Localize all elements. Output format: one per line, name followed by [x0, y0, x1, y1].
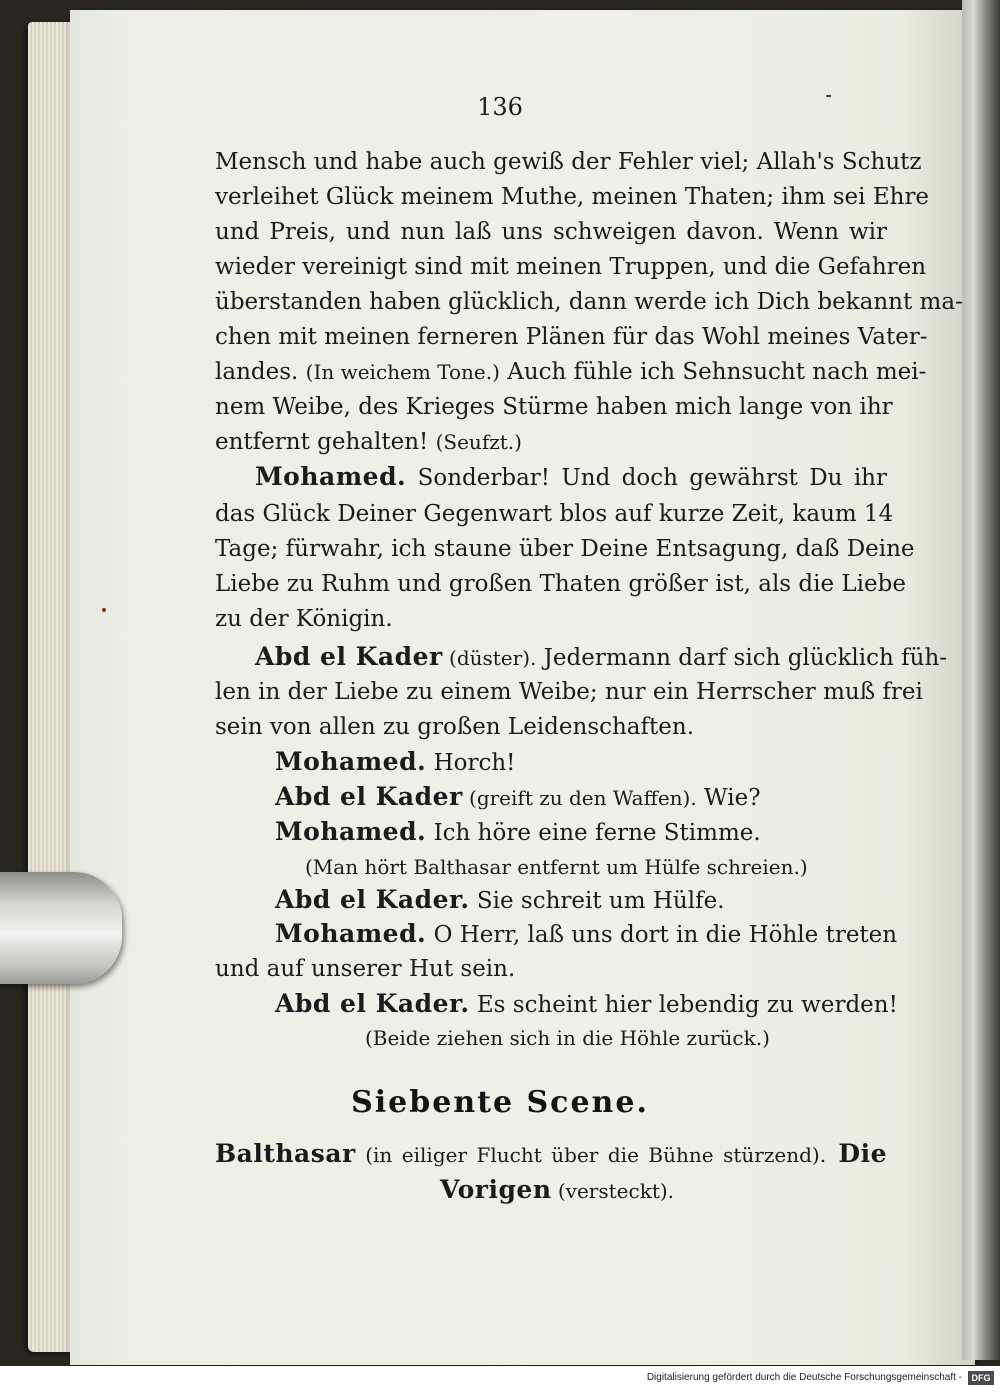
stage-direction: (in eiliger Flucht über die Bühne stürzend). [355, 1143, 827, 1167]
speaker-name: Mohamed. [275, 817, 427, 846]
line-text: Ich höre eine ferne Stimme. [426, 820, 761, 846]
text-line [215, 675, 923, 709]
page-number: 136 [477, 93, 523, 121]
stage-direction: (In weichem Tone.) [305, 360, 500, 384]
line-text: wieder vereinigt sind mit meinen Truppen, und die Gefahren [215, 254, 927, 280]
text-line [215, 745, 887, 779]
text-line [215, 780, 887, 814]
digitization-footer [0, 1366, 1000, 1394]
line-text: und Preis, und nun laß uns schweigen davon. Wenn wir [215, 219, 887, 245]
stage-direction: (düster). [442, 646, 537, 670]
text-line [215, 285, 963, 319]
dfg-logo: DFG [968, 1371, 994, 1385]
text-line [215, 952, 887, 986]
line-text: verleihet Glück meinem Muthe, meinen Thaten; ihm sei Ehre [215, 184, 930, 210]
line-text: landes. [215, 359, 306, 385]
line-text: zu der Königin. [215, 606, 393, 632]
text-line [215, 917, 898, 951]
line-text: sein von allen zu großen Leidenschaften. [215, 714, 695, 740]
text-line [215, 640, 948, 674]
text-line [215, 602, 887, 636]
page-clip [0, 872, 122, 984]
line-text: len in der Liebe zu einem Weibe; nur ein Herrscher muß frei [215, 679, 923, 705]
line-text: Liebe zu Ruhm und großen Thaten größer ist, als die Liebe [215, 571, 906, 597]
text-line [215, 390, 893, 424]
stage-direction: (Seufzt.) [435, 430, 522, 454]
speaker-name: Vorigen [440, 1175, 552, 1204]
speaker-name: Balthasar [215, 1139, 356, 1168]
line-text: Tage; fürwahr, ich staune über Deine Entsagung, daß Deine [215, 536, 915, 562]
speaker-name: Mohamed. [275, 919, 427, 948]
footer-credit: Digitalisierung gefördert durch die Deutsche Forschungsgemeinschaft - [646, 1372, 962, 1383]
line-text: Wie? [696, 785, 761, 811]
speaker-name: Abd el Kader [255, 642, 443, 671]
text-line [215, 710, 887, 744]
stage-direction: (versteckt). [551, 1179, 675, 1203]
text-line [215, 215, 887, 249]
line-text: Jedermann darf sich glücklich füh- [536, 645, 948, 671]
speaker-name: Abd el Kader. [275, 989, 470, 1018]
speaker-name: Mohamed. [255, 462, 407, 491]
speaker-name: Abd el Kader [275, 782, 463, 811]
text-line [215, 250, 927, 284]
line-text: Sonderbar! Und doch gewährst Du ihr [406, 465, 887, 491]
text-line [215, 883, 887, 917]
text-line [215, 1173, 887, 1207]
speaker-name: Die [826, 1139, 887, 1168]
stage-direction: (Beide ziehen sich in die Höhle zurück.) [365, 1026, 770, 1050]
line-text: entfernt gehalten! [215, 429, 436, 455]
text-line [215, 497, 894, 531]
text-line [215, 987, 898, 1021]
text-line [215, 355, 927, 389]
speaker-name: Mohamed. [275, 747, 427, 776]
line-text: und auf unserer Hut sein. [215, 956, 516, 982]
text-line [215, 815, 887, 849]
text-line [215, 850, 887, 884]
text-line [215, 460, 887, 494]
text-line [215, 425, 887, 459]
text-line [215, 180, 930, 214]
line-text: überstanden haben glücklich, dann werde ich Dich bekannt ma- [215, 289, 963, 315]
stage-direction: (Man hört Balthasar entfernt um Hülfe schreien.) [305, 855, 808, 879]
line-text: nem Weibe, des Krieges Stürme haben mich lange von ihr [215, 394, 893, 420]
line-text: Auch fühle ich Sehnsucht nach mei- [499, 359, 927, 385]
right-page-edge [962, 0, 1000, 1360]
text-line [215, 1021, 887, 1055]
text-line [215, 145, 922, 179]
text-line [215, 320, 928, 354]
text-line [215, 532, 915, 566]
line-text: Mensch und habe auch gewiß der Fehler viel; Allah's Schutz [215, 149, 922, 175]
line-text: Sie schreit um Hülfe. [469, 888, 725, 914]
line-text: O Herr, laß uns dort in die Höhle treten [426, 922, 898, 948]
line-text: das Glück Deiner Gegenwart blos auf kurze Zeit, kaum 14 [215, 501, 894, 527]
scene-heading: Siebente Scene. [351, 1085, 649, 1120]
speaker-name: Abd el Kader. [275, 885, 470, 914]
text-line [215, 567, 906, 601]
ink-speck [102, 608, 106, 612]
text-line [215, 1137, 887, 1171]
line-text: Horch! [426, 750, 516, 776]
line-text: chen mit meinen ferneren Plänen für das Wohl meines Vater- [215, 324, 928, 350]
stage-direction: (greift zu den Waffen). [462, 786, 697, 810]
line-text: Es scheint hier lebendig zu werden! [469, 992, 898, 1018]
